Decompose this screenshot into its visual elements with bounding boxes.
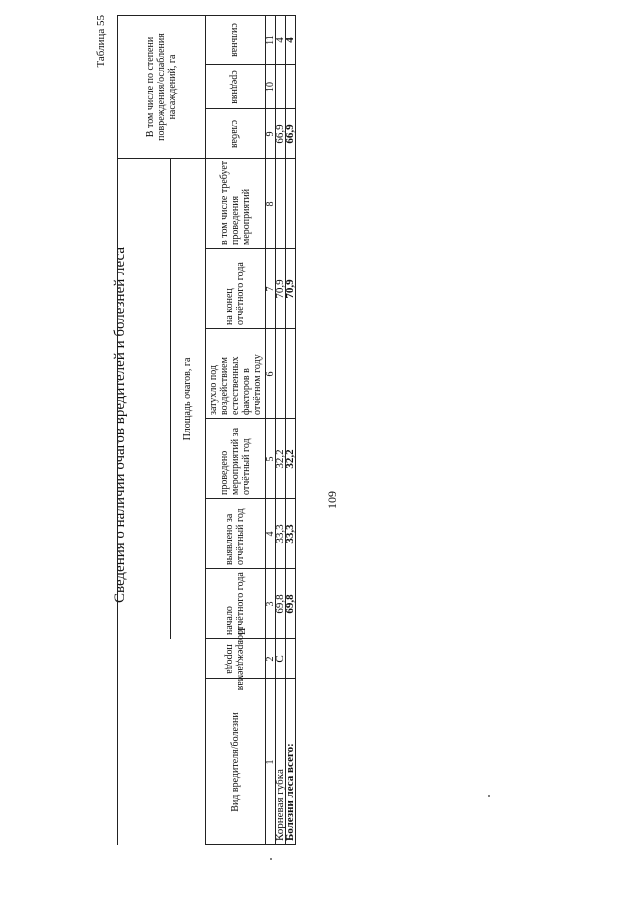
total-row-requires-measures bbox=[285, 159, 295, 249]
row-start-year: 69,8 bbox=[274, 594, 286, 614]
total-row-weak: 66,9 bbox=[284, 124, 296, 144]
column-number: 11 bbox=[264, 35, 276, 45]
column-number: 3 bbox=[264, 601, 276, 607]
row-species: С bbox=[274, 655, 286, 663]
row-detected: 33,3 bbox=[274, 524, 286, 544]
header-damage-degree: В том числе по степени повреждения/ослабления насаждений, га bbox=[144, 33, 178, 141]
total-row-start-year: 69,8 bbox=[284, 594, 296, 614]
page-number: 109 bbox=[325, 491, 339, 509]
header-detected: выявлено за отчётный год bbox=[224, 508, 246, 565]
column-number: 10 bbox=[264, 82, 276, 92]
column-number: 5 bbox=[264, 456, 276, 462]
column-number: 7 bbox=[264, 286, 276, 292]
scan-speck bbox=[270, 858, 272, 860]
total-row-end-year: 70,9 bbox=[284, 279, 296, 299]
column-number: 4 bbox=[264, 531, 276, 537]
header-start-year: начало отчётного года bbox=[224, 572, 246, 635]
total-row-medium bbox=[285, 65, 295, 109]
rotated-page bbox=[90, 15, 350, 845]
scan-speck bbox=[488, 795, 490, 797]
column-number: 1 bbox=[264, 759, 276, 765]
header-end-year: на конец отчётного года bbox=[224, 262, 246, 325]
row-natural-decay bbox=[275, 329, 285, 419]
row-measures: 32,2 bbox=[274, 449, 286, 469]
document-title: Сведения о наличии очагов вредителей и болезней леса bbox=[112, 246, 128, 604]
column-number: 8 bbox=[264, 201, 276, 207]
total-row-species bbox=[285, 639, 295, 679]
row-end-year: 70,9 bbox=[274, 279, 286, 299]
table-caption: Таблица 55 bbox=[95, 15, 107, 68]
pest-foci-table bbox=[105, 15, 305, 845]
column-number: 6 bbox=[264, 371, 276, 377]
total-row-detected: 33,3 bbox=[284, 524, 296, 544]
column-number: 9 bbox=[264, 131, 276, 137]
header-natural-decay: затухло под воздействием естественных факторов в отчётном году bbox=[207, 354, 263, 415]
header-requires-measures: в том числе требует проведения мероприятий bbox=[218, 160, 252, 245]
column-number: 2 bbox=[264, 656, 276, 662]
header-weak: слабая bbox=[229, 120, 241, 148]
total-row-measures: 32,2 bbox=[284, 449, 296, 469]
header-pest-type: Вид вредителя/болезни bbox=[229, 712, 241, 812]
header-strong: сильная bbox=[229, 23, 241, 57]
row-weak: 66,9 bbox=[274, 124, 286, 144]
total-row-natural-decay bbox=[285, 329, 295, 419]
row-medium bbox=[275, 65, 285, 109]
header-medium: средняя bbox=[229, 70, 241, 104]
total-row-strong: 4 bbox=[284, 37, 296, 43]
row-strong: 4 bbox=[274, 37, 286, 43]
total-row-label: Болезни леса всего: bbox=[284, 743, 296, 841]
header-measures: проведено мероприятий за отчётный год bbox=[218, 427, 252, 495]
row-requires-measures bbox=[275, 159, 285, 249]
header-area-group: Площадь очагов, га bbox=[182, 357, 193, 441]
header-damaged-species: Повреждаемая порода bbox=[224, 627, 246, 691]
row-pest-name: Корневая губка bbox=[274, 769, 286, 841]
